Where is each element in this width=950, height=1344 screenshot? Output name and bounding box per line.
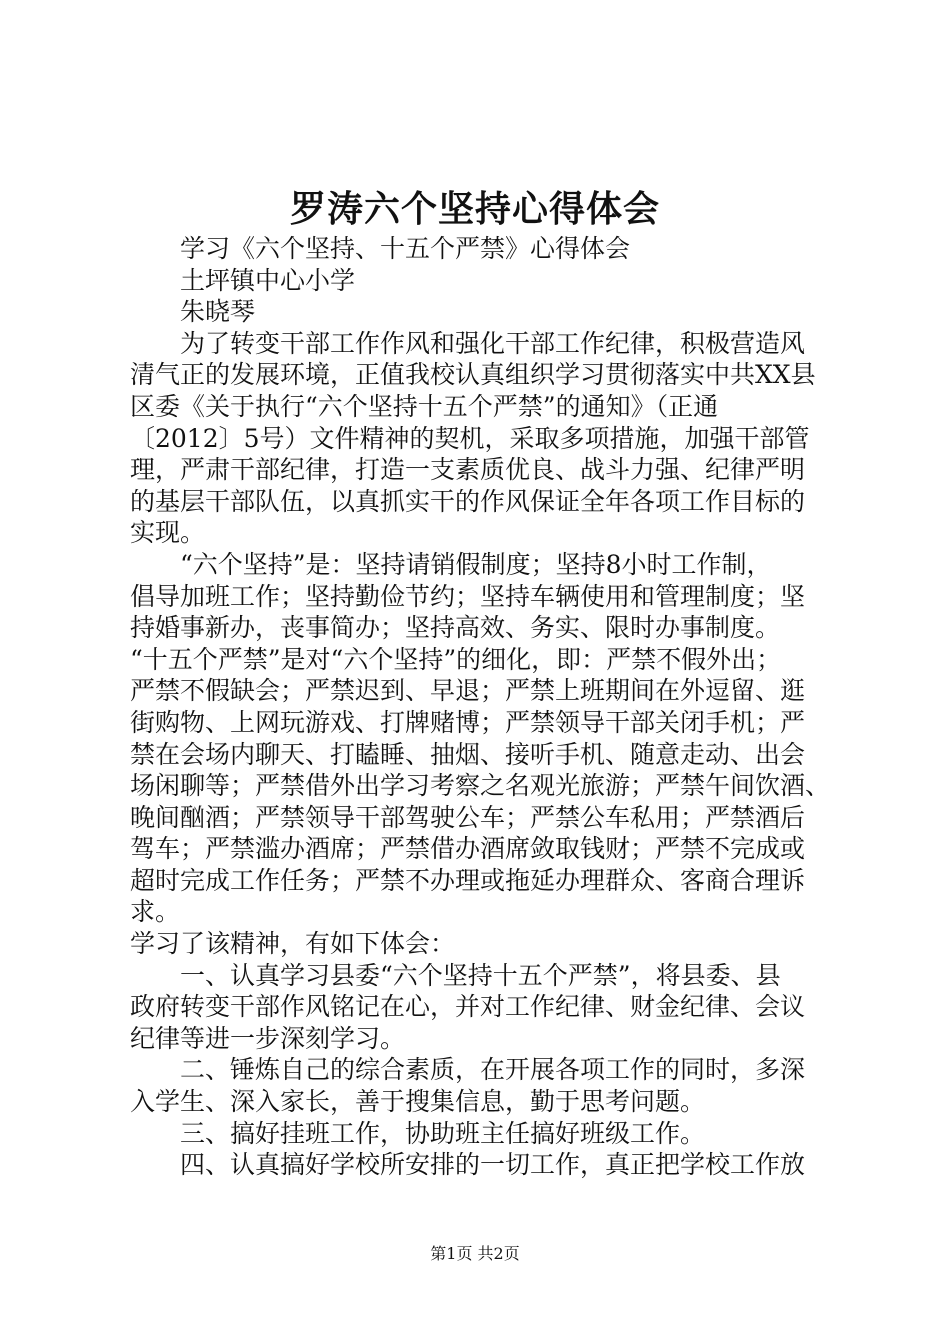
paragraph-line: 禁在会场内聊天、打瞌睡、抽烟、接听手机、随意走动、出会	[130, 739, 806, 769]
paragraph-line: “十五个严禁”是对“六个坚持”的细化，即：严禁不假外出；	[130, 644, 782, 674]
paragraph-line: 纪律等进一步深刻学习。	[130, 1023, 406, 1053]
school-line: 土坪镇中心小学	[180, 265, 356, 295]
paragraph-line: 晚间酗酒；严禁领导干部驾驶公车；严禁公车私用；严禁酒后	[130, 802, 806, 832]
author-line: 朱晓琴	[180, 297, 256, 327]
paragraph-line: 超时完成工作任务；严禁不办理或拖延办理群众、客商合理诉	[130, 865, 806, 895]
paragraph-line: 为了转变干部工作作风和强化干部工作纪律，积极营造风	[180, 328, 806, 358]
document-body	[130, 233, 830, 1181]
paragraph-line: 清气正的发展环境，正值我校认真组织学习贯彻落实中共XX县	[130, 360, 816, 390]
paragraph-line: 一、认真学习县委“六个坚持十五个严禁”，将县委、县	[180, 960, 781, 990]
paragraph-line: 严禁不假缺会；严禁迟到、早退；严禁上班期间在外逗留、逛	[130, 676, 806, 706]
paragraph-line: 学习了该精神，有如下体会：	[130, 929, 456, 959]
paragraph-line: 的基层干部队伍，以真抓实干的作风保证全年各项工作目标的	[130, 486, 806, 516]
paragraph-line: 区委《关于执行“六个坚持十五个严禁”的通知》（正通	[130, 391, 719, 421]
paragraph-line: 求。	[130, 897, 181, 927]
subtitle-line: 学习《六个坚持、十五个严禁》心得体会	[180, 234, 631, 263]
paragraph-line: 驾车；严禁滥办酒席；严禁借办酒席敛取钱财；严禁不完成或	[130, 834, 806, 864]
paragraph-line: “六个坚持”是：坚持请销假制度；坚持8小时工作制，	[180, 549, 772, 579]
paragraph-line: 入学生、深入家长，善于搜集信息，勤于思考问题。	[130, 1087, 706, 1117]
paragraph-line: 街购物、上网玩游戏、打牌赌博；严禁领导干部关闭手机；严	[130, 707, 806, 737]
page-number: 第1页 共2页	[430, 1244, 520, 1263]
paragraph-line: 政府转变干部作风铭记在心，并对工作纪律、财金纪律、会议	[130, 992, 806, 1022]
paragraph-line: 〔2012〕5号）文件精神的契机，采取多项措施，加强干部管	[130, 423, 810, 453]
document-title: 罗涛六个坚持心得体会	[289, 188, 660, 230]
paragraph-line: 理，严肃干部纪律，打造一支素质优良、战斗力强、纪律严明	[130, 455, 806, 485]
paragraph-line: 持婚事新办，丧事简办；坚持高效、务实、限时办事制度。	[130, 613, 781, 643]
paragraph-line: 二、锤炼自己的综合素质，在开展各项工作的同时，多深	[180, 1055, 806, 1085]
paragraph-line: 倡导加班工作；坚持勤俭节约；坚持车辆使用和管理制度；坚	[130, 581, 806, 611]
paragraph-line: 场闲聊等；严禁借外出学习考察之名观光旅游；严禁午间饮酒、	[130, 771, 831, 801]
paragraph-line: 三、搞好挂班工作，协助班主任搞好班级工作。	[180, 1118, 706, 1148]
paragraph-line: 四、认真搞好学校所安排的一切工作，真正把学校工作放	[180, 1150, 806, 1180]
paragraph-line: 实现。	[130, 518, 206, 548]
